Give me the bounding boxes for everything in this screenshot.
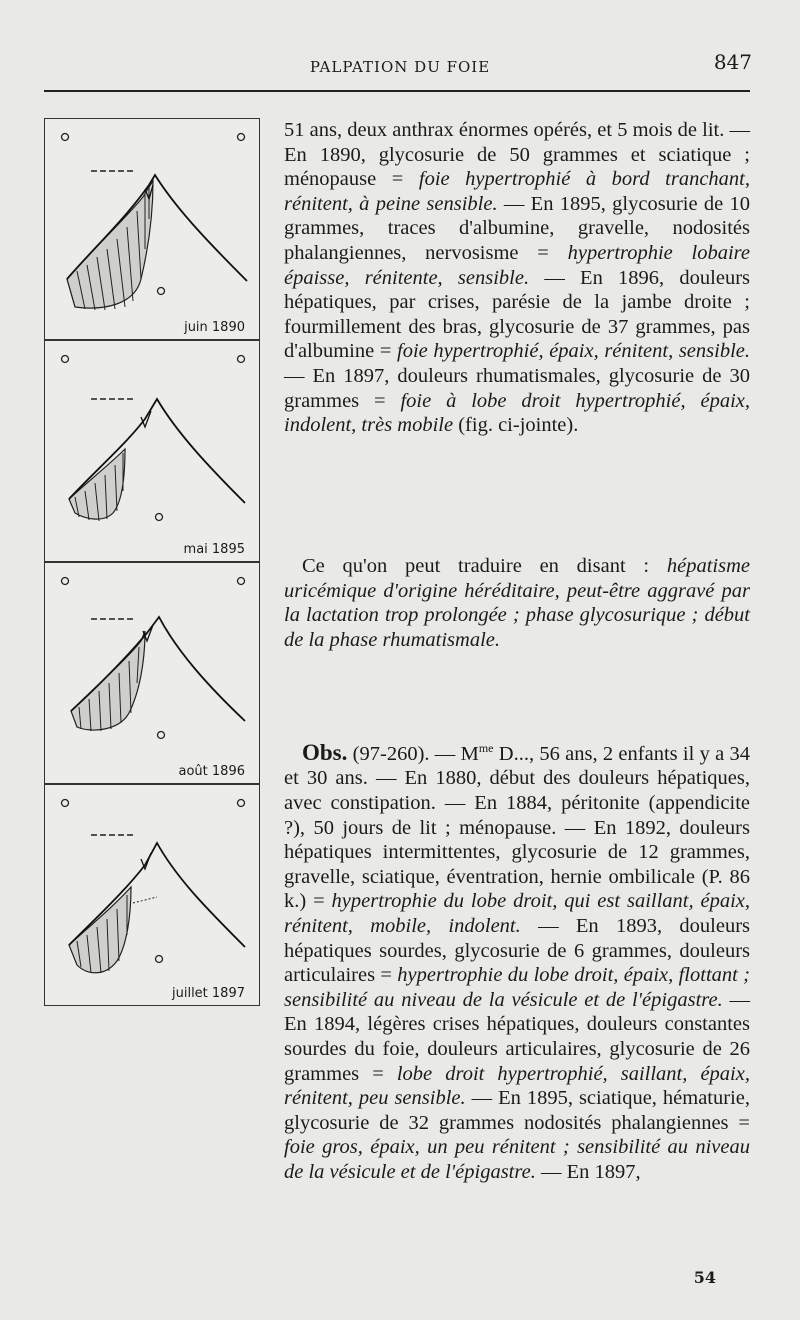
- figure-date-label: juin 1890: [184, 320, 245, 335]
- observation-heading: Obs.: [302, 739, 348, 765]
- figure-panel-2: [44, 340, 260, 562]
- liver-figure: [44, 118, 260, 1008]
- running-header: PALPATION DU FOIE: [309, 58, 491, 76]
- header-rule: [44, 90, 750, 92]
- figure-date-label: août 1896: [178, 764, 245, 779]
- page-number: 847: [713, 50, 752, 74]
- paragraph-case-history: 51 ans, deux anthrax énormes opérés, et 5 mois de lit. — En 1890, glycosurie de 50 grammes et sciatique ; ménopause = foie hypertrophié à bord tranchant, rénitent, à peine sensible. — En 1895, glycosurie de 10 grammes, traces d'albumine, gravelle, nodosités phalangiennes, nervosisme = hypertrophie lobaire épaisse, rénitente, sensible. — En 1896, douleurs hépatiques, par crises, parésie de la jambe droite ; fourmillement des bras, glycosurie de 37 grammes, pas d'albumine = foie hypertrophié, épaix, rénitent, sensible. — En 1897, douleurs rhumatismales, glycosurie de 30 grammes = foie à lobe droit hypertrophié, épaix, indolent, très mobile (fig. ci-jointe).: [284, 119, 751, 437]
- figure-date-label: juillet 1897: [172, 986, 245, 1001]
- figure-panel-1: [44, 118, 260, 340]
- liver-diagram-2: [45, 341, 261, 563]
- liver-diagram-1: [45, 119, 261, 341]
- paragraph-observation: Obs. (97-260). — $M^{me}$ D..., 56 ans, 2 enfants il y a 34 et 30 ans. — En 1880, début des douleurs hépatiques, avec constipation. — En 1884, péritonite (appendicite ?), 50 jours de lit ; ménopause. — En 1892, douleurs hépatiques intermittentes, glycosurie de 12 grammes, gravelle, sciatique, éventration, hernie ombilicale (P. 86 k.) = hypertrophie du lobe droit, qui est saillant, épaix, rénitent, mobile, indolent. — En 1893, douleurs hépatiques sourdes, glycosurie de 6 grammes, douleurs articulaires = hypertrophie du lobe droit, épaix, flottant ; sensibilité au niveau de la vésicule et de l'épigastre. — En 1894, légères crises hépatiques, douleurs constantes sourdes du foie, douleurs articulaires, glycosurie de 26 grammes = lobe droit hypertrophié, saillant, épaix, rénitent, peu sensible. — En 1895, sciatique, hématurie, glycosurie de 32 grammes nodosités phalangiennes = foie gros, épaix, un peu rénitent ; sensibilité au niveau de la vésicule et de l'épigastre. — En 1897,: [284, 739, 751, 1183]
- figure-date-label: mai 1895: [183, 542, 245, 557]
- paragraph-interpretation: Ce qu'on peut traduire en disant : hépatisme uricémique d'origine héréditaire, peut-être aggravé par la lactation trop prolongée ; phase glycosurique ; début de la phase rhumatismale.: [284, 555, 750, 651]
- liver-diagram-4: [45, 785, 261, 1007]
- liver-diagram-3: [45, 563, 261, 785]
- figure-panel-3: [44, 562, 260, 784]
- figure-panel-4: [44, 784, 260, 1006]
- signature-mark: 54: [693, 1268, 716, 1287]
